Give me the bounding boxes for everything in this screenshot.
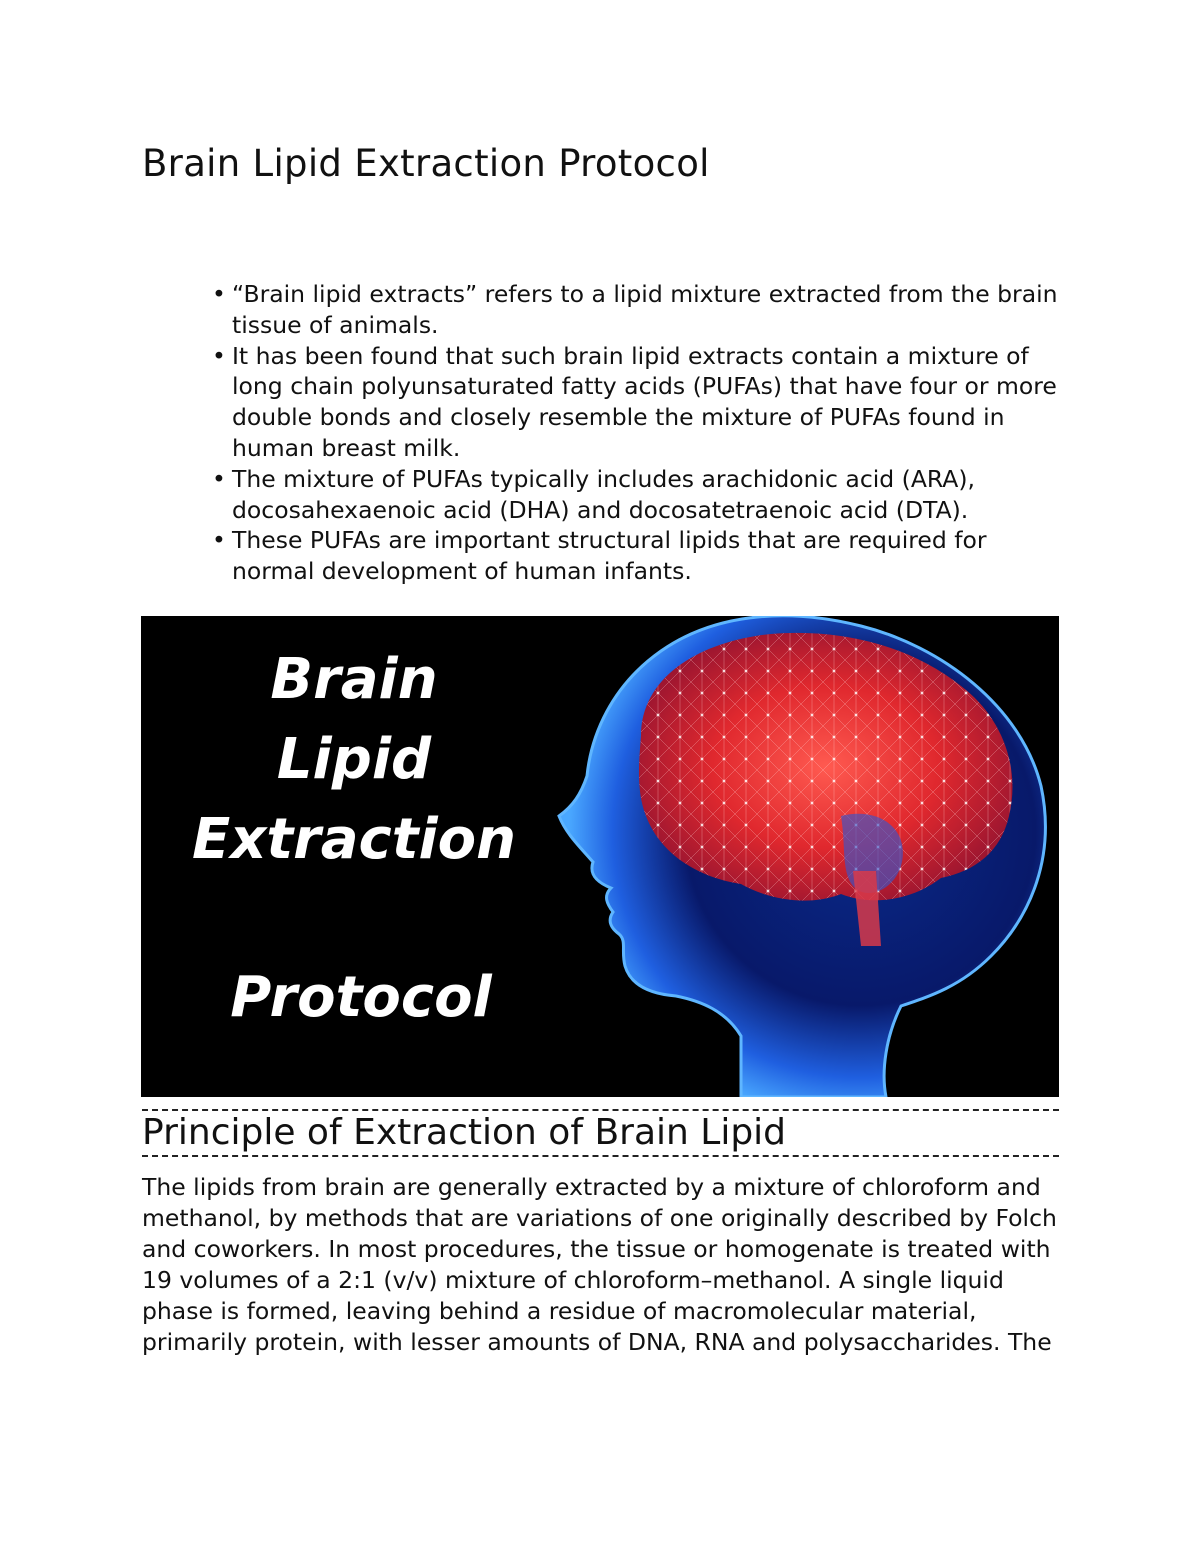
list-item: • The mixture of PUFAs typically includes arachidonic acid (ARA), docosahexaenoic acid (DHA) and docosatetraenoic acid (DTA).: [196, 464, 1076, 526]
section-heading: Principle of Extraction of Brain Lipid: [142, 1112, 787, 1153]
hero-title: [192, 647, 516, 1030]
dashed-divider-bottom: [142, 1155, 1059, 1157]
body-paragraph: The lipids from brain are generally extracted by a mixture of chloroform and methanol, by methods that are variations of one originally described by Folch and coworkers. In most procedures, the tissue or homogenate is treated with 19 volumes of a 2:1 (v/v) mixture of chloroform–methanol. A single liquid phase is formed, leaving behind a residue of macromolecular material, primarily protein, with lesser amounts of DNA, RNA and polysaccharides. The: [142, 1173, 1057, 1356]
page-title: Brain Lipid Extraction Protocol: [142, 142, 710, 185]
hero-title-line: Brain: [270, 647, 438, 712]
list-item: • These PUFAs are important structural lipids that are required for normal development of human infants.: [196, 525, 1076, 587]
hero-title-line: Lipid: [276, 727, 432, 792]
hero-title-line: Extraction: [191, 807, 517, 872]
dashed-divider-top: [142, 1109, 1059, 1111]
list-item: • It has been found that such brain lipid extracts contain a mixture of long chain polyunsaturated fatty acids (PUFAs) that have four or more double bonds and closely resemble the mixture of PUFAs found in human breast milk.: [196, 341, 1076, 464]
brain-head-illustration: [141, 616, 1059, 1097]
hero-image: [141, 616, 1059, 1097]
list-item: • “Brain lipid extracts” refers to a lipid mixture extracted from the brain tissue of animals.: [196, 279, 1076, 341]
hero-title-line: Protocol: [230, 965, 492, 1030]
bullet-list: [196, 279, 1076, 587]
